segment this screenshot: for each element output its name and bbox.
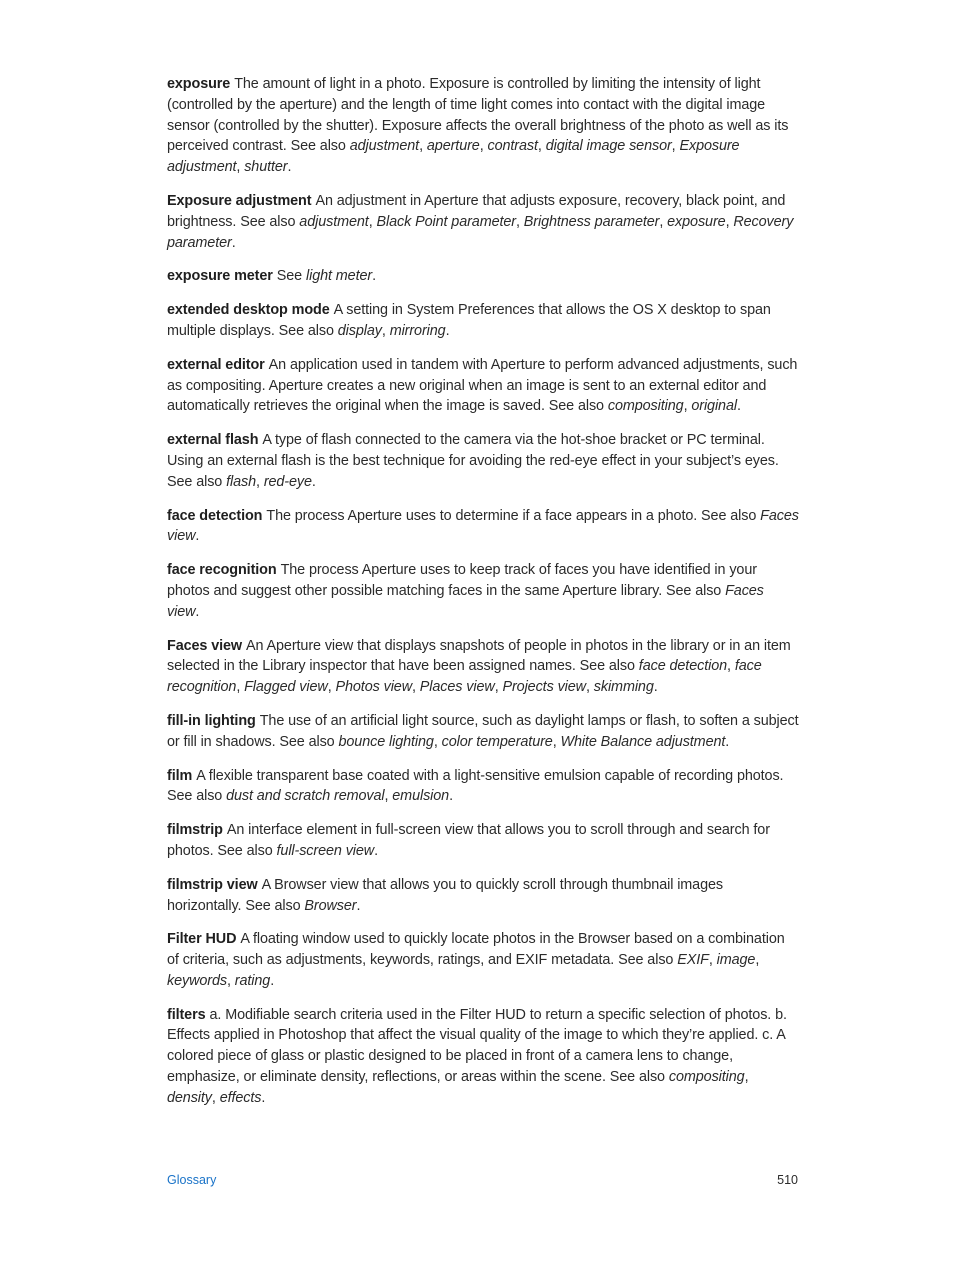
glossary-definition: A setting in System Preferences that allows the OS X desktop to span multiple displays. See also xyxy=(167,302,771,339)
glossary-definition: An application used in tandem with Aperture to perform advanced adjustments, such as compositing. Aperture creates a new original when an image is sent to an external editor and automatically retrieves the original when the image is saved. See also xyxy=(167,356,798,415)
see-also-reference: Brightness parameter xyxy=(523,213,660,230)
see-also-reference: color temperature xyxy=(441,733,553,750)
glossary-definition: A Browser view that allows you to quickly scroll through thumbnail images horizontally. See also xyxy=(167,876,723,914)
glossary-entry: filmstrip An interface element in full-screen view that allows you to scroll through and search for photos. See also full-screen view. xyxy=(167,822,770,859)
glossary-entry: external flash A type of flash connected to the camera via the hot-shoe bracket or PC terminal. Using an external flash is the best technique for avoiding the red-eye effect in your subject’s eyes. See also flash, red-eye. xyxy=(167,432,779,490)
glossary-definition: The process Aperture uses to keep track of faces you have identified in your photos and suggest other possible matching faces in the same Aperture library. See also xyxy=(167,562,757,599)
see-also-reference: effects xyxy=(219,1089,262,1106)
see-also-reference: shutter xyxy=(244,159,288,176)
see-also-reference: Places view xyxy=(419,679,495,696)
see-also-reference: Photos view xyxy=(335,679,412,696)
see-also-reference: compositing xyxy=(607,398,684,415)
see-also-reference: White Balance adjustment xyxy=(560,733,726,750)
glossary-entry: external editor An application used in tandem with Aperture to perform advanced adjustments, such as compositing. Aperture creates a new original when an image is sent to an external editor and automatically retrieves the original when the image is saved. See also compositing, original. xyxy=(167,356,798,415)
glossary-term: face recognition xyxy=(167,562,277,579)
glossary-term: filmstrip view xyxy=(167,876,258,893)
see-also-reference: full-screen view xyxy=(276,842,375,859)
glossary-term: exposure meter xyxy=(167,268,273,285)
glossary-entry: filmstrip view A Browser view that allows you to quickly scroll through thumbnail images horizontally. See also Browser. xyxy=(167,876,723,914)
glossary-entry: face recognition The process Aperture uses to keep track of faces you have identified in your photos and suggest other possible matching faces in the same Aperture library. See also Faces view. xyxy=(167,562,764,620)
see-also-reference: skimming xyxy=(593,679,654,696)
footer-section-link[interactable]: Glossary xyxy=(167,1173,217,1187)
glossary-term: extended desktop mode xyxy=(167,302,330,319)
see-also-reference: mirroring xyxy=(389,322,446,339)
see-also-reference: red-eye xyxy=(263,473,312,490)
glossary-term: external flash xyxy=(167,432,259,449)
glossary-entry: filters a. Modifiable search criteria used in the Filter HUD to return a specific selection of photos. b. Effects applied in Photoshop that affect the visual quality of the image to which they’re applied. c. A colored piece of glass or plastic designed to be placed in front of a camera lens to change, emphasize, or eliminate density, reflections, or areas within the scene. See also compositing, density, effects. xyxy=(167,1006,787,1106)
see-also-reference: rating xyxy=(234,972,271,989)
see-also-reference: flash xyxy=(226,473,257,490)
see-also-reference: Exposure adjustment xyxy=(167,138,740,176)
glossary-entry: fill-in lighting The use of an artificial light source, such as daylight lamps or flash, to soften a subject or fill in shadows. See also bounce lighting, color temperature, White Balance adjustment. xyxy=(167,712,799,750)
see-also-reference: exposure xyxy=(667,213,726,230)
footer-page-number: 510 xyxy=(777,1173,798,1187)
see-also-reference: Recovery parameter xyxy=(167,213,794,251)
see-also-reference: image xyxy=(716,952,756,969)
see-also-reference: EXIF xyxy=(677,952,709,969)
see-also-reference: face recognition xyxy=(167,658,762,696)
see-also-reference: dust and scratch removal xyxy=(226,788,385,805)
see-also-reference: Browser xyxy=(304,897,357,914)
see-also-reference: digital image sensor xyxy=(545,138,672,155)
glossary-entry: exposure The amount of light in a photo. Exposure is controlled by limiting the intensity of light (controlled by the aperture) and the length of time light comes into contact with the digital image sensor (controlled by the shutter). Exposure affects the overall brightness of the photo as well as its perceived contrast. See also adjustment, aperture, contrast, digital image sensor, Exposure adjustment, shutter. xyxy=(167,76,789,176)
see-also-reference: light meter xyxy=(306,268,373,285)
glossary-entry: Faces view An Aperture view that displays snapshots of people in photos in the library or in an item selected in the Library inspector that have been assigned names. See also face detection, face recognition, Flagged view, Photos view, Places view, Projects view, skimming. xyxy=(167,637,791,696)
see-also-reference: emulsion xyxy=(392,788,450,805)
glossary-term: external editor xyxy=(167,356,265,373)
glossary-definition: An Aperture view that displays snapshots of people in photos in the library or in an item selected in the Library inspector that have been assigned names. See also xyxy=(167,637,791,675)
glossary-term: film xyxy=(167,767,193,784)
glossary-definition: An adjustment in Aperture that adjusts exposure, recovery, black point, and brightness. See also xyxy=(167,192,786,230)
glossary-definition: The amount of light in a photo. Exposure is controlled by limiting the intensity of light (controlled by the aperture) and the length of time light comes into contact with the digital image sensor (controlled by the shutter). Exposure affects the overall brightness of the photo as well as its perceived contrast. See also xyxy=(167,76,789,155)
glossary-definition: An interface element in full-screen view that allows you to scroll through and search for photos. See also xyxy=(167,822,770,859)
glossary-entry: extended desktop mode A setting in System Preferences that allows the OS X desktop to span multiple displays. See also display, mirroring. xyxy=(167,302,771,339)
see-also-reference: face detection xyxy=(638,658,728,675)
see-also-reference: Faces view xyxy=(167,507,799,545)
see-also-reference: adjustment xyxy=(299,213,369,230)
see-also-reference: display xyxy=(337,322,382,339)
glossary-definition: See xyxy=(276,268,306,285)
see-also-reference: bounce lighting xyxy=(338,733,434,750)
glossary-term: exposure xyxy=(167,76,231,92)
glossary-entry: face detection The process Aperture uses to determine if a face appears in a photo. See also Faces view. xyxy=(167,507,799,545)
glossary-term: Faces view xyxy=(167,637,243,654)
see-also-reference: Black Point parameter xyxy=(376,213,516,230)
glossary-term: face detection xyxy=(167,507,263,524)
glossary-entry: film A flexible transparent base coated with a light-sensitive emulsion capable of recording photos. See also dust and scratch removal, emulsion. xyxy=(167,767,784,805)
glossary-definition: A floating window used to quickly locate photos in the Browser based on a combination of criteria, such as adjustments, keywords, ratings, and EXIF metadata. See also xyxy=(167,931,785,969)
glossary-term: filmstrip xyxy=(167,822,223,839)
see-also-reference: density xyxy=(167,1089,212,1106)
glossary-term: Exposure adjustment xyxy=(167,192,312,209)
see-also-reference: Flagged view xyxy=(244,679,328,696)
see-also-reference: original xyxy=(691,398,737,415)
glossary-definition: a. Modifiable search criteria used in the Filter HUD to return a specific selection of photos. b. Effects applied in Photoshop that affect the visual quality of the image to which they’re applied. c. A colored piece of glass or plastic designed to be placed in front of a camera lens to change, emphasize, or eliminate density, reflections, or areas within the scene. See also xyxy=(167,1006,787,1086)
glossary-definition: The use of an artificial light source, such as daylight lamps or flash, to soften a subject or fill in shadows. See also xyxy=(167,712,799,750)
glossary-term: fill-in lighting xyxy=(167,712,256,729)
glossary-entry: exposure meter See light meter. xyxy=(167,268,376,285)
see-also-reference: Projects view xyxy=(502,679,586,696)
glossary-definition: A type of flash connected to the camera via the hot-shoe bracket or PC terminal. Using an external flash is the best technique for avoiding the red-eye effect in your subject’s eyes. See also xyxy=(167,432,779,490)
glossary-entry: Exposure adjustment An adjustment in Aperture that adjusts exposure, recovery, black point, and brightness. See also adjustment, Black Point parameter, Brightness parameter, exposure, Recovery parameter. xyxy=(167,192,794,251)
glossary-entry: Filter HUD A floating window used to quickly locate photos in the Browser based on a combination of criteria, such as adjustments, keywords, ratings, and EXIF metadata. See also EXIF, image, keywords, rating. xyxy=(167,931,785,989)
see-also-reference: adjustment xyxy=(349,138,420,155)
see-also-reference: contrast xyxy=(487,138,538,155)
glossary-definition: The process Aperture uses to determine if a face appears in a photo. See also xyxy=(266,507,761,524)
see-also-reference: aperture xyxy=(426,138,480,155)
glossary-definition: A flexible transparent base coated with a light-sensitive emulsion capable of recording photos. See also xyxy=(167,767,784,805)
glossary-term: Filter HUD xyxy=(167,931,237,948)
see-also-reference: Faces view xyxy=(167,582,764,620)
see-also-reference: keywords xyxy=(167,972,227,989)
glossary-term: filters xyxy=(167,1006,206,1023)
see-also-reference: compositing xyxy=(668,1069,745,1086)
glossary-entries xyxy=(167,74,799,1122)
